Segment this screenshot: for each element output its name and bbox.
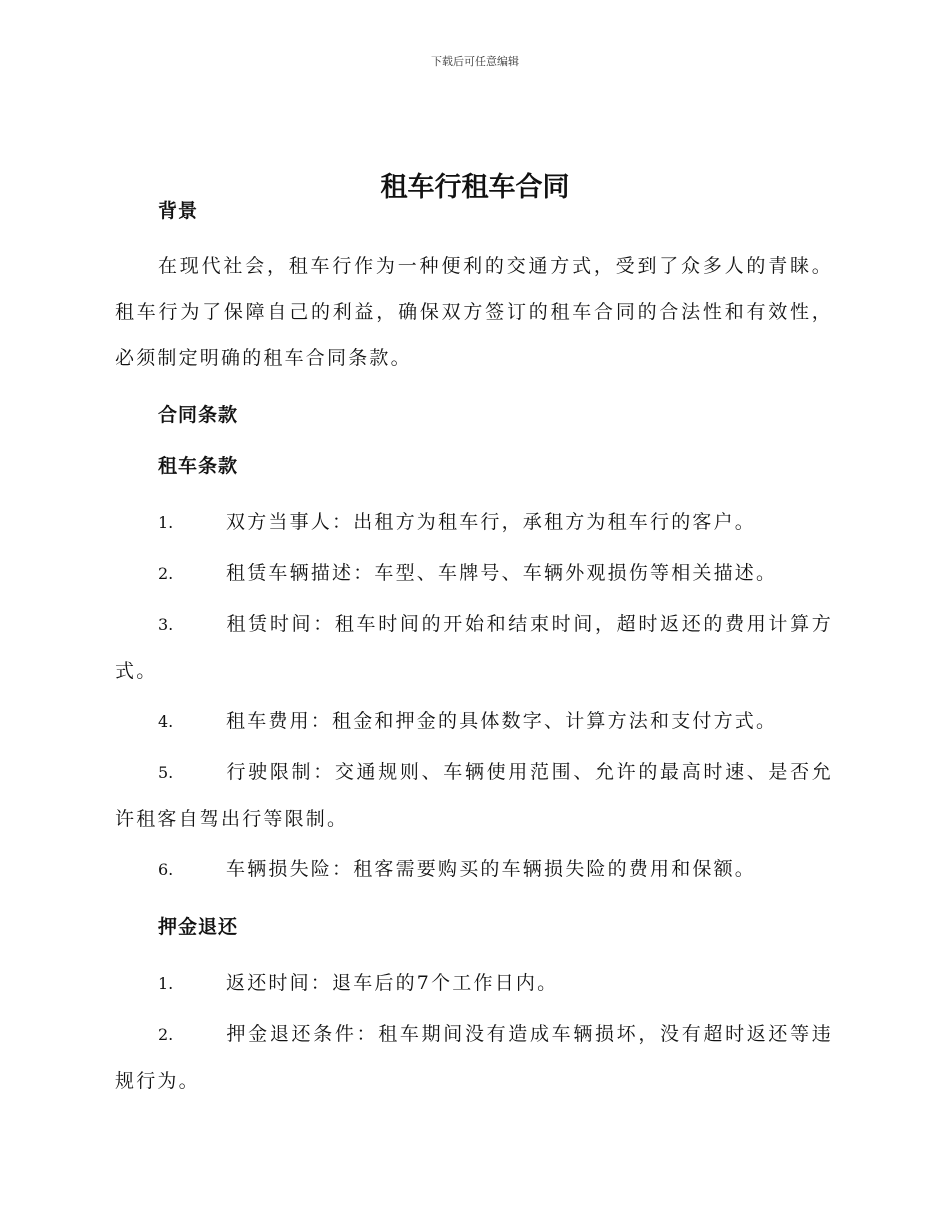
list-item [115,749,833,842]
list-item-number: 4. [158,712,174,731]
page-header-note: 下载后可任意编辑 [431,55,519,68]
list-item-number: 5. [158,763,174,782]
document-body [115,193,833,1104]
section-heading-rental-terms: 租车条款 [158,455,239,477]
rental-terms-list [115,499,833,893]
list-item-text: 行驶限制：交通规则、车辆使用范围、允许的最高时速、是否允许租客自驾出行等限制。 [115,761,833,830]
list-item [115,960,833,1007]
list-item-text: 双方当事人：出租方为租车行，承租方为租车行的客户。 [226,511,757,533]
section-heading-contract-terms: 合同条款 [158,404,239,426]
list-item [115,499,833,546]
list-item-number: 1. [158,974,174,993]
list-item-text: 租赁时间：租车时间的开始和结束时间，超时返还的费用计算方式。 [115,613,833,682]
section-heading-background: 背景 [158,200,199,222]
list-item-number: 2. [158,1025,174,1044]
list-item [115,698,833,745]
list-item [115,601,833,694]
list-item-number: 3. [158,615,174,634]
list-item [115,1011,833,1104]
list-item-number: 2. [158,564,174,583]
list-item [115,550,833,597]
list-item [115,846,833,893]
document-title: 租车行租车合同 [380,172,570,204]
list-item-text: 押金退还条件：租车期间没有造成车辆损坏，没有超时返还等违规行为。 [115,1023,833,1092]
section-heading-deposit-return: 押金退还 [158,916,239,938]
list-item-text: 车辆损失险：租客需要购买的车辆损失险的费用和保额。 [226,858,757,880]
deposit-return-list [115,960,833,1104]
list-item-text: 租赁车辆描述：车型、车牌号、车辆外观损伤等相关描述。 [226,562,778,584]
list-item-number: 1. [158,513,174,532]
list-item-text: 租车费用：租金和押金的具体数字、计算方法和支付方式。 [226,710,778,732]
list-item-text: 返还时间：退车后的7个工作日内。 [226,972,559,994]
background-paragraph: 在现代社会，租车行作为一种便利的交通方式，受到了众多人的青睐。租车行为了保障自己的利益，确保双方签订的租车合同的合法性和有效性，必须制定明确的租车合同条款。 [115,255,833,369]
list-item-number: 6. [158,860,174,879]
